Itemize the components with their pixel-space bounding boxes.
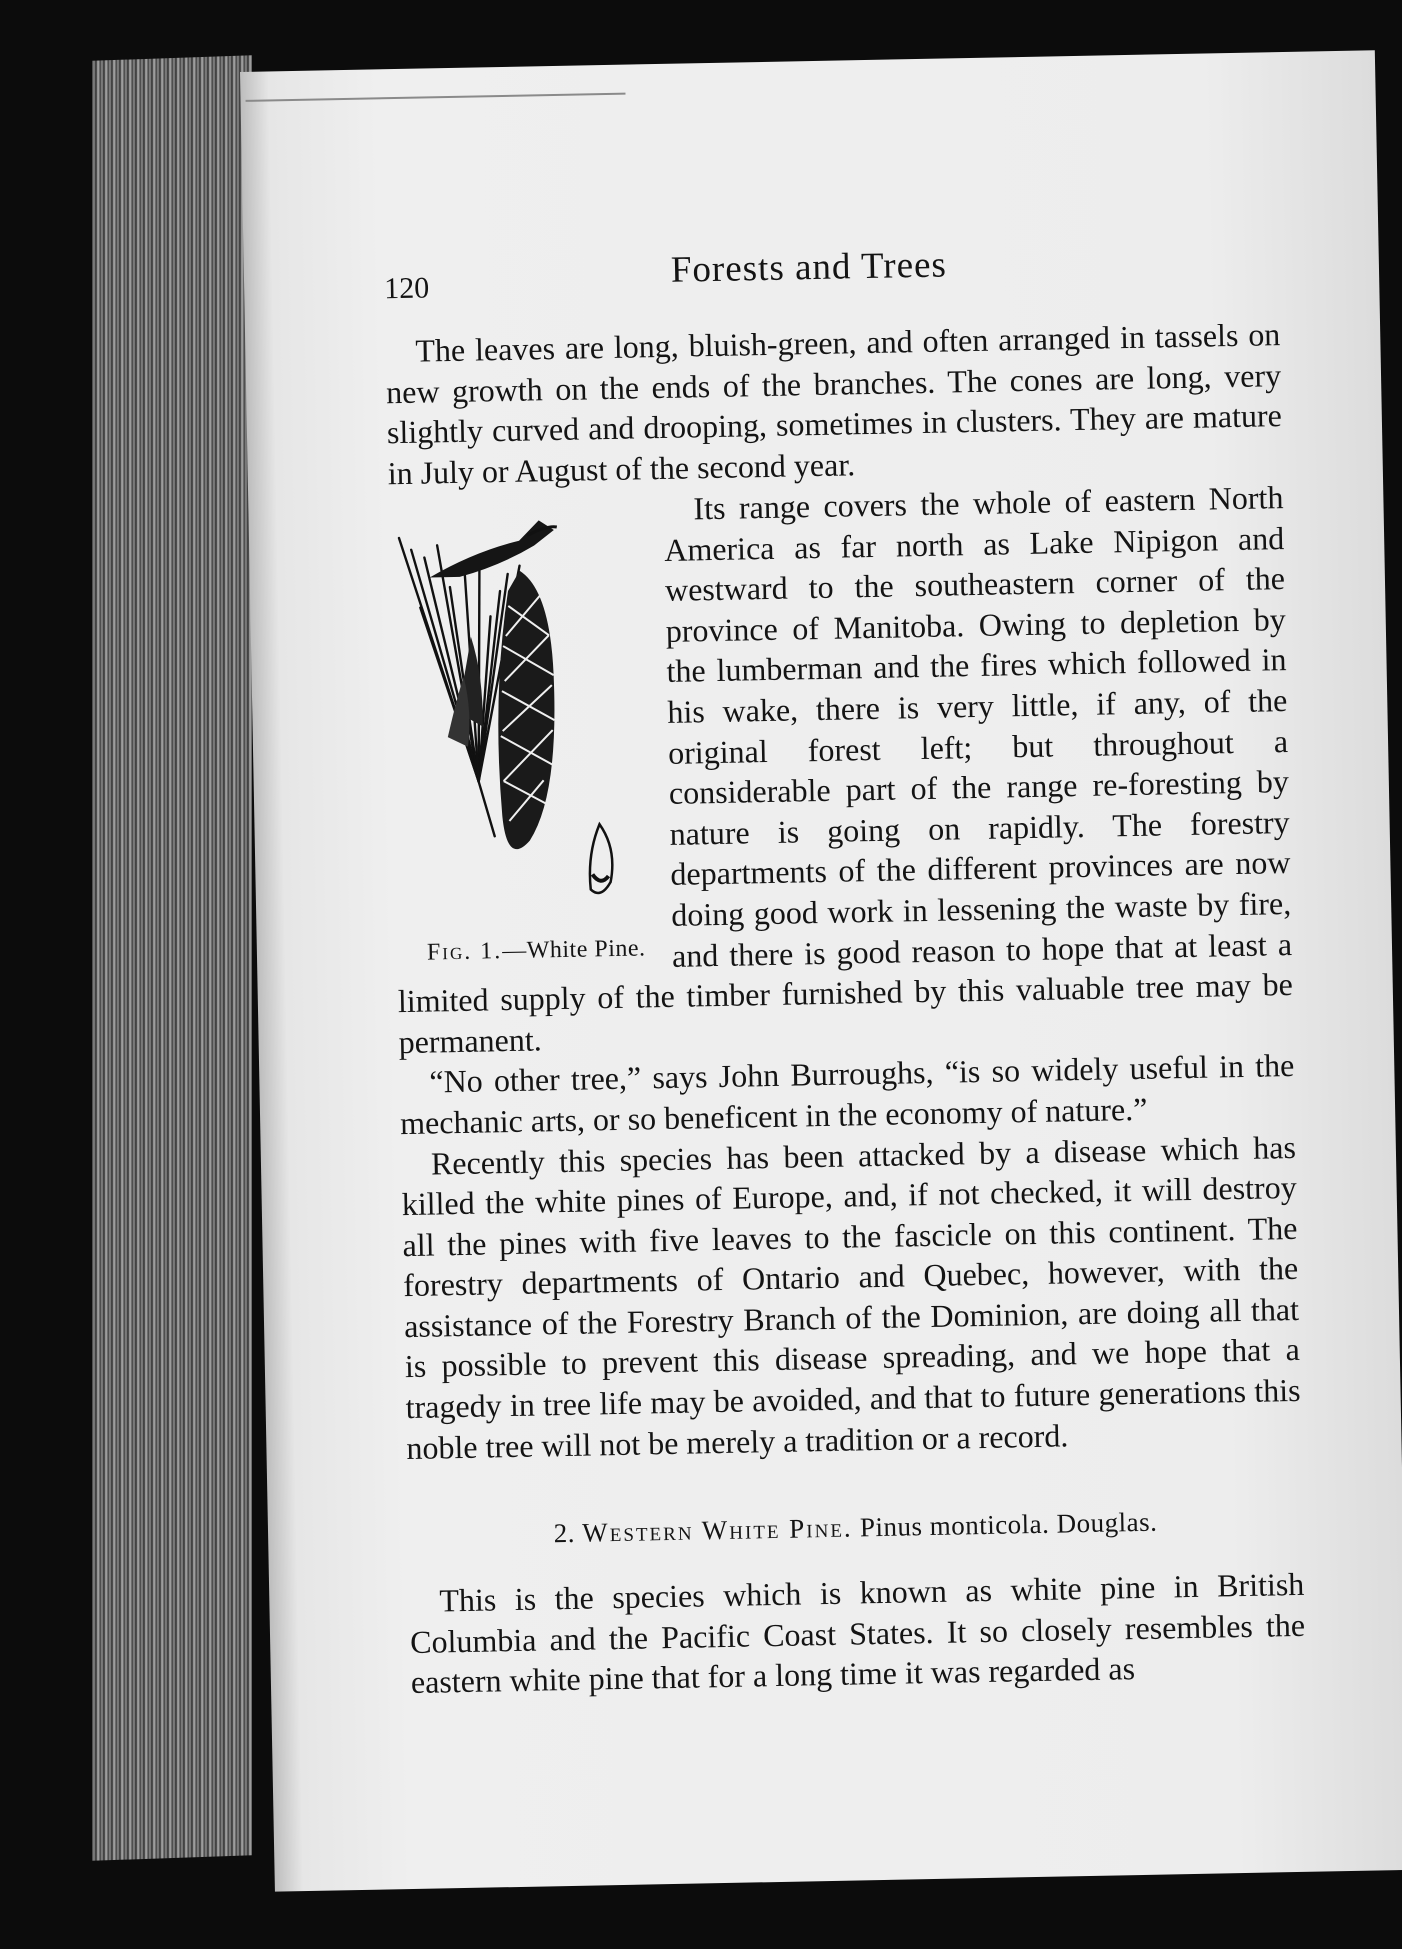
paragraph-burroughs: “No other tree,” says John Burroughs, “is so widely useful in the mechanic arts, or so beneficent in the economy of nature.” xyxy=(399,1047,1295,1142)
top-rule xyxy=(246,93,626,102)
paragraph-range-block xyxy=(388,477,1302,1468)
figure-caption-text: —White Pine. xyxy=(501,935,646,965)
paragraph-text: The leaves are long, bluish-green, and often arranged in tassels on new growth on the ends of the branches. The cones are long, very slightly curved and drooping, sometimes in clusters. They are mature in July or August of the second year. xyxy=(385,316,1283,492)
figure-white-pine xyxy=(388,493,672,980)
paragraph-western-white-pine xyxy=(409,1564,1306,1703)
page-number: 120 xyxy=(383,271,430,306)
section-common-name: Western White Pine. xyxy=(581,1512,853,1548)
book-page-edges xyxy=(92,55,252,1861)
section-heading xyxy=(408,1504,1303,1552)
running-title: Forests and Trees xyxy=(670,244,948,291)
paragraph-range xyxy=(388,477,1294,1062)
paragraph-disease: Recently this species has been attacked by a disease which has killed the white pines of Europe, and, if not checked, it will destroy all the pines with five leaves to the fascicle on this continent. The forestry departments of Ontario and Quebec, however, with the assistance of the Forestry Branch of the Dominion, are doing all that is possible to prevent this disease spreading, and we hope that a tragedy in tree life may be avoided, and that to future generations this noble tree will not be merely a tradition or a record. xyxy=(401,1128,1301,1466)
white-pine-cone-illustration-icon xyxy=(388,494,636,919)
running-head xyxy=(384,238,1235,314)
figure-caption xyxy=(397,928,646,973)
paragraph-leaves xyxy=(385,314,1283,494)
section-number: 2. xyxy=(553,1517,576,1549)
paragraph-text: This is the species which is known as white pine in British Columbia and the Pacific Coast States. It so closely resembles the eastern white pine that for a long time it was regarded as xyxy=(409,1565,1306,1701)
section-scientific-name: Pinus monticola. xyxy=(859,1508,1050,1543)
section-authority: Douglas. xyxy=(1056,1506,1158,1539)
book-page xyxy=(240,50,1402,1891)
figure-label: Fig. 1. xyxy=(426,938,503,966)
paragraph-range-text: Its range covers the whole of eastern North America as far north as Lake Nipigon and westward to the southeastern corner of the province of Manitoba. Owing to depletion by the lumberman and the fires which followed in his wake, there is very little, if any, of the original forest left; but throughout a considerable part of the range re-foresting by nature is going on rapidly. The forestry departments of the different provinces are now doing good work in lessening the waste by fire, and there is good reason to hope that at least a limited supply of the timber furnished by this valuable tree may be permanent. xyxy=(397,479,1294,1060)
